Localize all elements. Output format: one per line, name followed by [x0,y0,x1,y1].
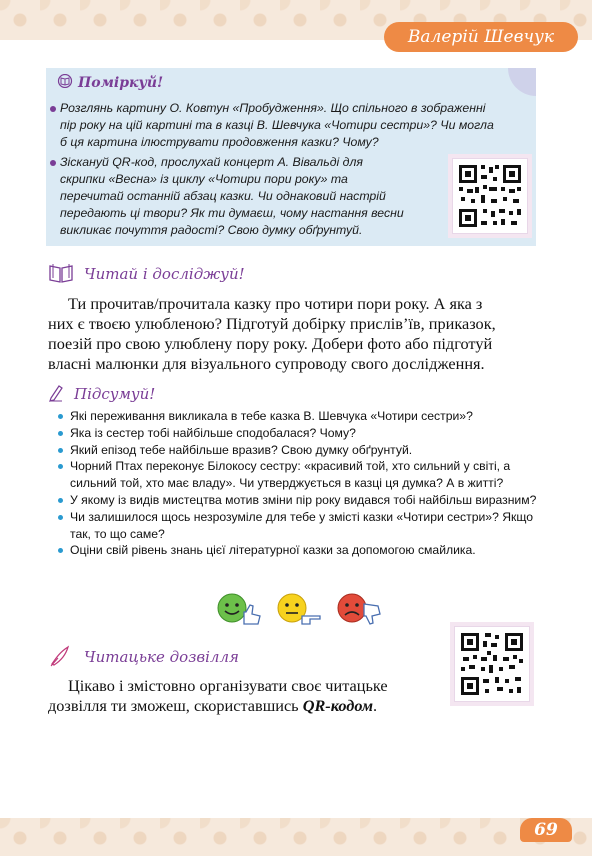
think-item-1 [60,100,530,151]
author-header-tab: Валерій Шевчук [384,22,578,52]
list-item: Яка із сестер тобі найбільше сподобалася? Чому? [58,425,548,442]
summary-heading [48,384,155,406]
bullet-dot [50,160,56,166]
read-line: них є твоєю улюбленою? Підготуй добірку прислів’їв, приказок, [48,314,496,333]
open-book-icon [48,262,74,288]
bullet-dot [50,106,56,112]
read-heading-text: Читай і досліджуй! [84,265,245,283]
think-item-1-line: пір року на цій картині та в казці В. Шевчука «Чотири сестри»? Чи могла [60,118,494,132]
book-icon [56,74,74,92]
think-heading-text: Поміркуй! [78,75,164,91]
read-paragraph [48,294,538,374]
read-line: поезій про свою улюблену пору року. Добери фото або підготуй [48,334,493,353]
list-item: У якому із видів мистецтва мотив зміни пір року видався тобі найбільш виразним? [58,492,548,509]
pencil-icon [48,384,64,406]
list-item: Які переживання викликала в тебе казка В. Шевчука «Чотири сестри»? [58,408,548,425]
read-line: власні малюнки для візуального супроводу свого дослідження. [48,354,485,373]
leisure-text: дозвілля ти зможеш, скориставшись [48,696,303,715]
think-item-2-line: передають ці твори? Як ти думаєш, чому настання весни [60,206,404,220]
think-item-2-line: перечитай останній абзац казки. Чи однаковий настрій [60,189,386,203]
leisure-line-2 [48,696,468,716]
summary-list [58,408,548,559]
list-item: Оціни свій рівень знань цієї літературної казки за допомогою смайлика. [58,542,548,559]
smiley-thumbs-up-icon[interactable] [216,590,262,628]
think-item-1-line: Розглянь картину О. Ковтун «Пробудження». Що спільного в зображенні [60,101,486,115]
quill-icon [48,644,72,672]
qr-code-vivaldi[interactable] [452,158,528,234]
think-item-2 [60,154,430,239]
decorative-corner [508,68,536,96]
think-item-2-line: викликає почуття радості? Свою думку обґрунтуй. [60,223,363,237]
smiley-thumbs-down-icon[interactable] [336,590,382,628]
think-item-1-line: б ця картина ілюструвати продовження казки? Чому? [60,135,379,149]
smiley-pointing-icon[interactable] [276,590,322,628]
think-heading [56,74,163,92]
leisure-period: . [373,696,378,715]
think-item-2-line: скрипки «Весна» із циклу «Чотири пори року» та [60,172,348,186]
qr-code-term: QR-кодом [302,696,374,715]
leisure-line-1: Цікаво і змістовно організувати своє читацьке [68,676,388,695]
think-item-2-line: Зіскануй QR-код, прослухай концерт А. Вівальді для [60,155,363,169]
read-line: Ти прочитав/прочитала казку про чотири пори року. А яка з [68,294,483,313]
list-item: Чорний Птах переконує Білокосу сестру: «красивий той, хто сильний у світі, а сильний той, хто має владу». Чи утверджується в казці ця думка? А в житті? [58,458,548,492]
qr-code-leisure[interactable] [454,626,530,702]
read-heading [48,262,245,288]
list-item: Який епізод тебе найбільше вразив? Свою думку обґрунтуй. [58,442,548,459]
leisure-heading [48,644,239,672]
decorative-bottom-band [0,818,592,856]
leisure-heading-text: Читацьке дозвілля [84,648,239,666]
summary-heading-text: Підсумуй! [74,385,156,403]
leisure-paragraph [48,676,468,716]
page-number: 69 [520,818,572,842]
list-item: Чи залишилося щось незрозуміле для тебе у змісті казки «Чотири сестри»? Якщо так, то що саме? [58,509,548,543]
